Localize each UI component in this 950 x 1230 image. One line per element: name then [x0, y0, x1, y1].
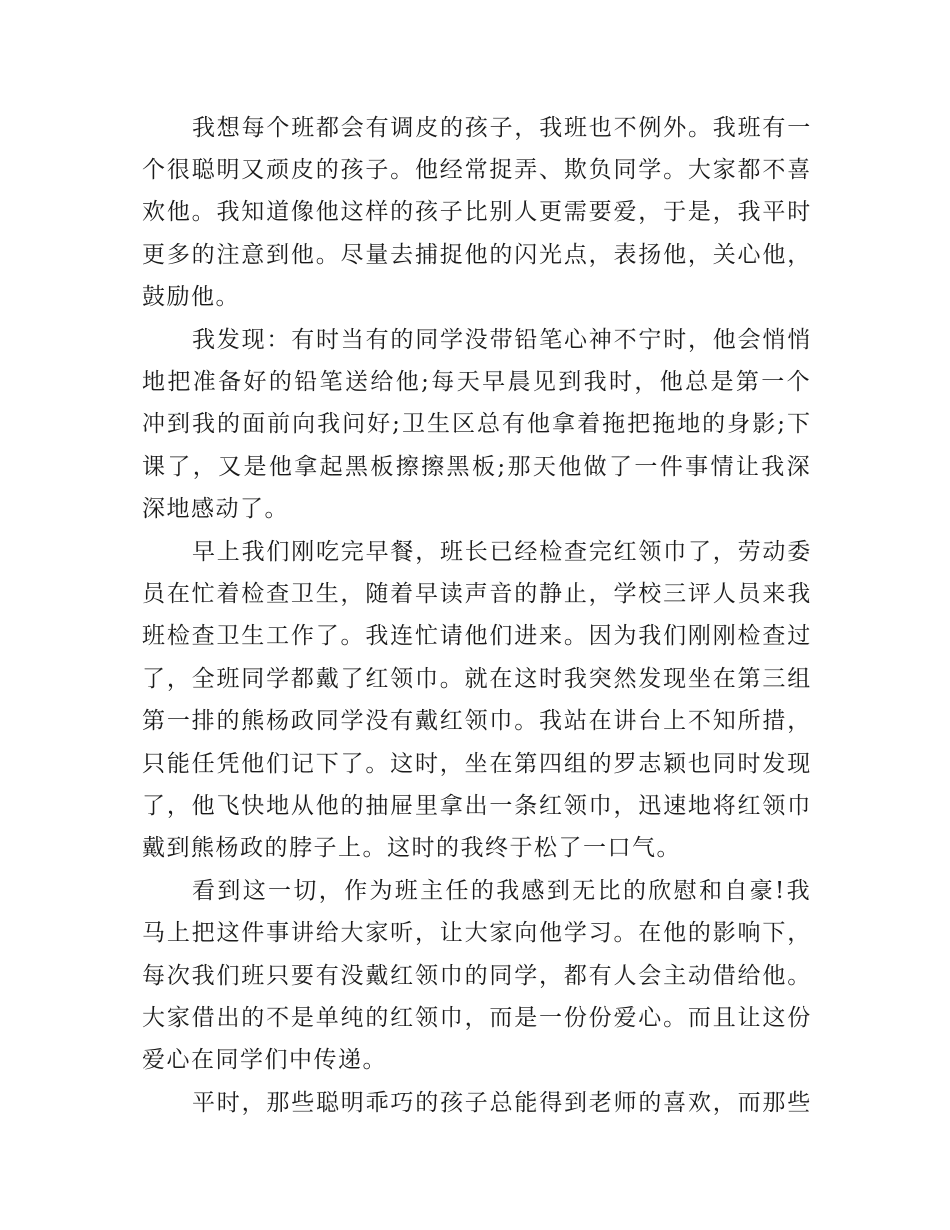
text-line: 平时，那些聪明乖巧的孩子总能得到老师的喜欢，而那些: [192, 1090, 812, 1116]
text-line: 我想每个班都会有调皮的孩子，我班也不例外。我班有一: [192, 115, 812, 141]
text-line: 马上把这件事讲给大家听，让大家向他学习。在他的影响下，: [142, 920, 813, 946]
text-line: 看到这一切，作为班主任的我感到无比的欣慰和自豪!我: [192, 878, 812, 904]
text-line: 早上我们刚吃完早餐，班长已经检查完红领巾了，劳动委: [192, 539, 812, 565]
text-line: 每次我们班只要有没戴红领巾的同学，都有人会主动借给他。: [142, 963, 813, 989]
text-line: 我发现：有时当有的同学没带铅笔心神不宁时，他会悄悄: [192, 327, 812, 353]
text-line: 戴到熊杨政的脖子上。这时的我终于松了一口气。: [142, 835, 681, 861]
text-line: 个很聪明又顽皮的孩子。他经常捉弄、欺负同学。大家都不喜: [142, 157, 813, 183]
text-line: 深地感动了。: [142, 496, 289, 522]
text-line: 了，全班同学都戴了红领巾。就在这时我突然发现坐在第三组: [142, 666, 813, 692]
text-line: 班检查卫生工作了。我连忙请他们进来。因为我们刚刚检查过: [142, 623, 813, 649]
text-line: 课了，又是他拿起黑板擦擦黑板;那天他做了一件事情让我深: [142, 454, 813, 480]
text-line: 员在忙着检查卫生，随着早读声音的静止，学校三评人员来我: [142, 581, 813, 607]
text-line: 了，他飞快地从他的抽屉里拿出一条红领巾，迅速地将红领巾: [142, 793, 813, 819]
text-line: 大家借出的不是单纯的红领巾，而是一份份爱心。而且让这份: [142, 1005, 813, 1031]
text-line: 第一排的熊杨政同学没有戴红领巾。我站在讲台上不知所措，: [142, 708, 813, 734]
text-line: 更多的注意到他。尽量去捕捉他的闪光点，表扬他，关心他，: [142, 242, 813, 268]
text-line: 爱心在同学们中传递。: [142, 1047, 387, 1073]
text-line: 地把准备好的铅笔送给他;每天早晨见到我时，他总是第一个: [142, 369, 813, 395]
text-line: 鼓励他。: [142, 284, 240, 310]
text-line: 只能任凭他们记下了。这时，坐在第四组的罗志颖也同时发现: [142, 751, 813, 777]
text-line: 冲到我的面前向我问好;卫生区总有他拿着拖把拖地的身影;下: [142, 411, 813, 437]
text-line: 欢他。我知道像他这样的孩子比别人更需要爱，于是，我平时: [142, 199, 813, 225]
